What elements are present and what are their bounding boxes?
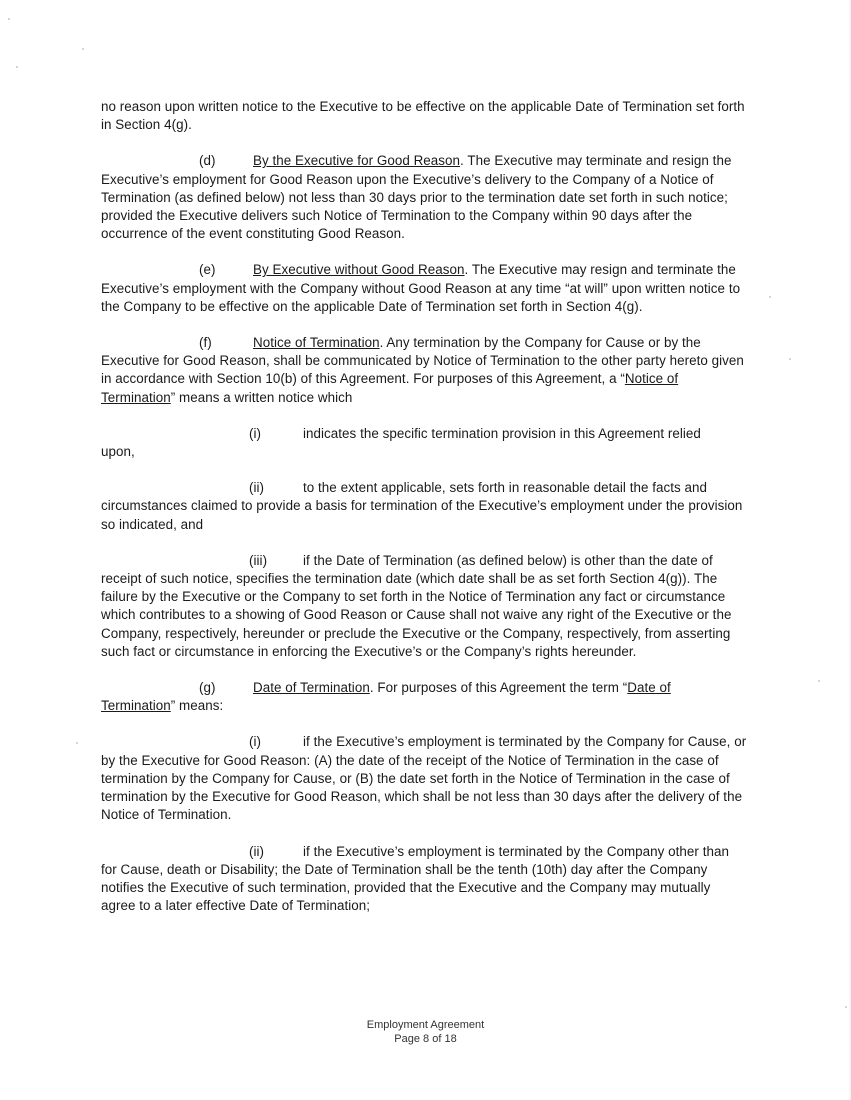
paragraph-text: . The Executive may resign and terminate the Executive’s employment with the Company without Good Reason at any time “at will” upon written notice to the Company to be effective on the applicable Date of Termination set forth in Section 4(g). — [101, 262, 741, 314]
paragraph-text: . The Executive may terminate and resign the Executive’s employment for Good Reason upon the Executive’s delivery to the Company of a Notice of Termination (as defined below) not less than 30 days prior to the termination date set forth in such notice; provided the Executive delivers such Notice of Termination to the Company within 90 days after the occurrence of the event constituting Good Reason. — [101, 153, 732, 242]
section-label: (d) — [199, 153, 216, 169]
defined-term: Notice of Termination — [101, 371, 679, 405]
section-heading: By Executive without Good Reason — [253, 262, 465, 278]
paragraph-f-ii — [101, 479, 748, 534]
paragraph-text: . Any termination by the Company for Cause or by the Executive for Good Reason, shall be communicated by Notice of Termination to the other party hereto given in accordance with Section 10(b) of this Agreement. For purposes of this Agreement, a “ — [101, 335, 744, 387]
scan-speck — [769, 296, 771, 298]
page-number: Page 8 of 18 — [394, 1033, 457, 1045]
section-label: (f) — [199, 335, 212, 351]
paragraph-e — [101, 261, 748, 316]
paragraph-g-ii — [101, 843, 748, 916]
scan-speck — [818, 680, 820, 682]
paragraph-text: if the Executive’s employment is terminated by the Company other than for Cause, death or Disability; the Date of Termination shall be the tenth (10th) day after the Company notifies the Executive of such termination, provided that the Executive and the Company may mutually agree to a later effective Date of Termination; — [101, 843, 729, 914]
paragraph-text: . For purposes of this Agreement the term “ — [369, 680, 628, 696]
paragraph-text: if the Date of Termination (as defined below) is other than the date of receipt of such notice, specifies the termination date (which date shall be as set forth Section 4(g)). The failure by the Executive or the Company to set forth in the Notice of Termination any fact or circumstance which contributes to a showing of Good Reason or Cause shall not waive any right of the Executive or the Company, respectively, hereunder or preclude the Executive or the Company, respectively, from asserting such fact or circumstance in enforcing the Executive’s or the Company’s rights hereunder. — [101, 552, 732, 659]
scan-speck — [8, 18, 10, 20]
scan-speck — [82, 48, 84, 50]
paragraph-text: indicates the specific termination provision in this Agreement relied — [303, 425, 701, 441]
section-heading: Date of Termination — [253, 680, 370, 696]
section-label: (g) — [199, 680, 216, 696]
paragraph-continuation: upon, — [101, 444, 135, 460]
paragraph-text: ” means a written notice which — [170, 389, 353, 405]
footer-title: Employment Agreement — [366, 1019, 485, 1031]
section-label: (ii) — [249, 480, 265, 496]
paragraph-d — [101, 152, 748, 243]
paragraph-f-i — [101, 425, 748, 461]
paragraph-c-continued — [101, 98, 748, 134]
paragraph-f — [101, 334, 748, 407]
scan-speck — [76, 742, 78, 744]
scan-speck — [789, 358, 791, 360]
section-label: (ii) — [249, 843, 265, 859]
paragraph-text: ” means: — [170, 698, 224, 714]
scan-speck — [16, 66, 18, 68]
defined-term: Date of Termination — [101, 680, 671, 714]
document-body — [101, 98, 748, 933]
section-label: (i) — [249, 734, 262, 750]
paragraph-g — [101, 679, 748, 715]
page-footer — [0, 1018, 851, 1046]
paragraph-text: if the Executive’s employment is terminated by the Company for Cause, or by the Executive for Good Reason: (A) the date of the receipt of the Notice of Termination in the case of termination by the Company for Cause, or (B) the date set forth in the Notice of Termination in the case of termination by the Executive for Good Reason, which shall be not less than 30 days after the delivery of the Notice of Termination. — [101, 734, 747, 823]
paragraph-g-i — [101, 733, 748, 824]
section-label: (iii) — [249, 552, 268, 568]
paragraph-text: to the extent applicable, sets forth in reasonable detail the facts and circumstances claimed to provide a basis for termination of the Executive’s employment under the provision so indicated, and — [101, 480, 743, 532]
section-heading: Notice of Termination — [253, 335, 380, 351]
paragraph-text: no reason upon written notice to the Executive to be effective on the applicable Date of Termination set forth in Section 4(g). — [101, 99, 745, 133]
section-heading: By the Executive for Good Reason — [253, 153, 461, 169]
scan-speck — [845, 1006, 847, 1008]
section-label: (i) — [249, 425, 262, 441]
paragraph-f-iii — [101, 552, 748, 661]
section-label: (e) — [199, 262, 216, 278]
